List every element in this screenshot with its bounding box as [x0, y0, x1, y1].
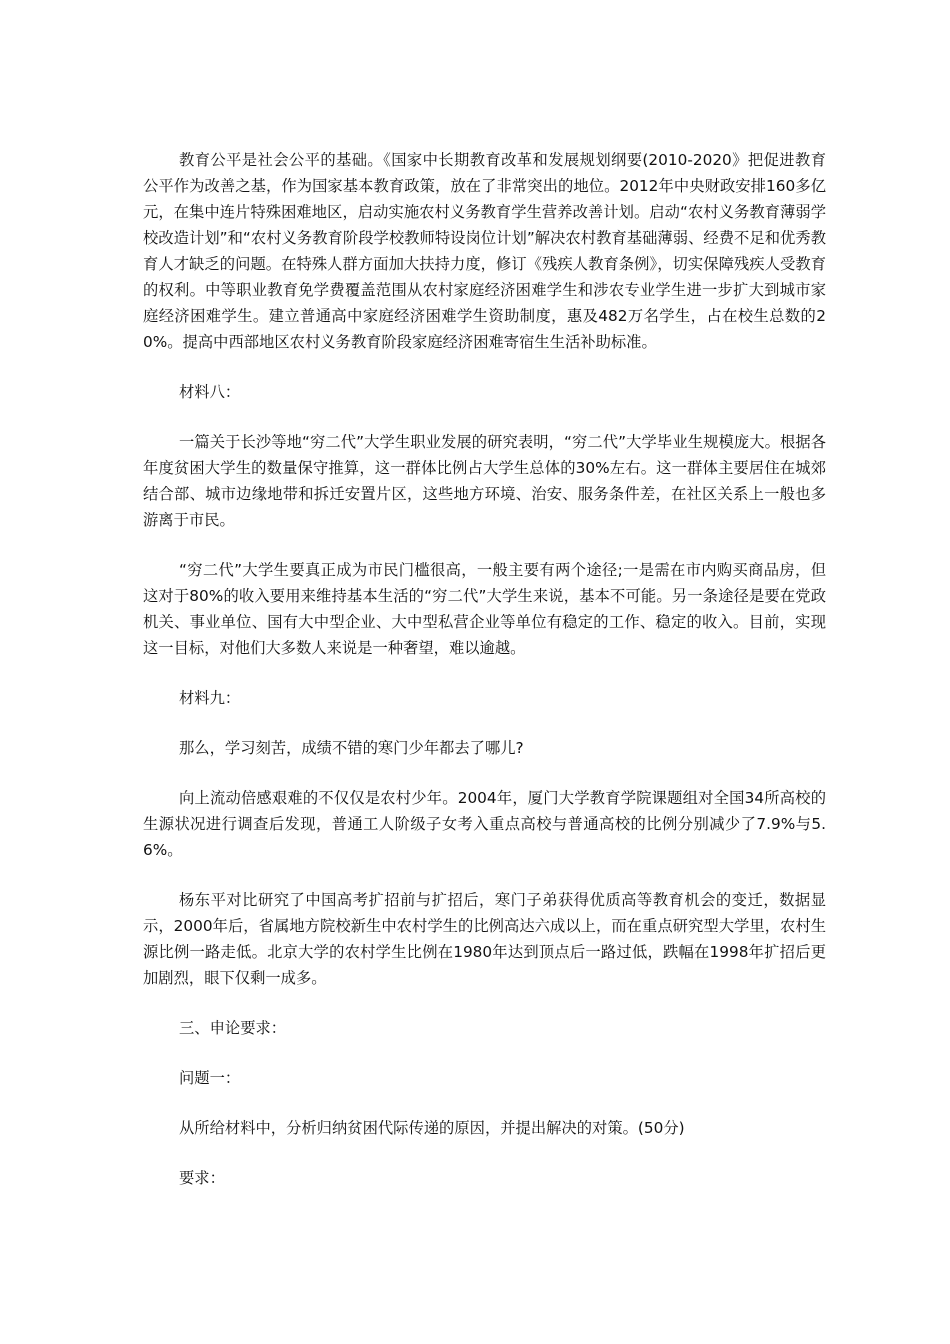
paragraph-xiamen-survey: 向上流动倍感艰难的不仅仅是农村少年。2004年，厦门大学教育学院课题组对全国34所高校的生源状况进行调查后发现，普通工人阶级子女考入重点高校与普通高校的比例分别减少了7.9%与5.6%。: [143, 789, 826, 859]
heading-question-one: 问题一：: [179, 1069, 241, 1087]
document-page: [143, 147, 826, 1215]
heading-essay-requirements: 三、申论要求：: [179, 1019, 287, 1037]
heading-material-nine: 材料九：: [179, 689, 241, 707]
paragraph-yang-dongping-study: 杨东平对比研究了中国高考扩招前与扩招后，寒门子弟获得优质高等教育机会的变迁，数据显示，2000年后，省属地方院校新生中农村学生的比例高达六成以上，而在重点研究型大学里，农村生源比例一路走低。北京大学的农村学生比例在1980年达到顶点后一路过低，跌幅在1998年扩招后更加剧烈，眼下仅剩一成多。: [143, 891, 826, 987]
paragraph-education-fairness: 教育公平是社会公平的基础。《国家中长期教育改革和发展规划纲要(2010-2020》把促进教育公平作为改善之基，作为国家基本教育政策，放在了非常突出的地位。2012年中央财政安排160多亿元，在集中连片特殊困难地区，启动实施农村义务教育学生营养改善计划。启动“农村义务教育薄弱学校改造计划”和“农村义务教育阶段学校教师特设岗位计划”解决农村教育基础薄弱、经费不足和优秀教育人才缺乏的问题。在特殊人群方面加大扶持力度，修订《残疾人教育条例》，切实保障残疾人受教育的权利。中等职业教育免学费覆盖范围从农村家庭经济困难学生和涉农专业学生进一步扩大到城市家庭经济困难学生。建立普通高中家庭经济困难学生资助制度，惠及482万名学生，占在校生总数的20%。提高中西部地区农村义务教育阶段家庭经济困难寄宿生生活补助标准。: [143, 151, 826, 351]
paragraph-poor-second-generation-study: 一篇关于长沙等地“穷二代”大学生职业发展的研究表明，“穷二代”大学毕业生规模庞大。根据各年度贫困大学生的数量保守推算，这一群体比例占大学生总体的30%左右。这一群体主要居住在城郊结合部、城市边缘地带和拆迁安置片区，这些地方环境、治安、服务条件差，在社区关系上一般也多游离于市民。: [143, 433, 826, 529]
heading-material-eight: 材料八：: [179, 383, 241, 401]
paragraph-citizen-threshold: “穷二代”大学生要真正成为市民门槛很高，一般主要有两个途径;一是需在市内购买商品房，但这对于80%的收入要用来维持基本生活的“穷二代”大学生来说，基本不可能。另一条途径是要在党政机关、事业单位、国有大中型企业、大中型私营企业等单位有稳定的工作、稳定的收入。目前，实现这一目标，对他们大多数人来说是一种奢望，难以逾越。: [143, 561, 826, 657]
paragraph-question-one-task: 从所给材料中，分析归纳贫困代际传递的原因，并提出解决的对策。(50分): [179, 1119, 685, 1137]
heading-requirements: 要求：: [179, 1169, 225, 1187]
paragraph-question-where: 那么，学习刻苦，成绩不错的寒门少年都去了哪儿?: [179, 739, 524, 757]
